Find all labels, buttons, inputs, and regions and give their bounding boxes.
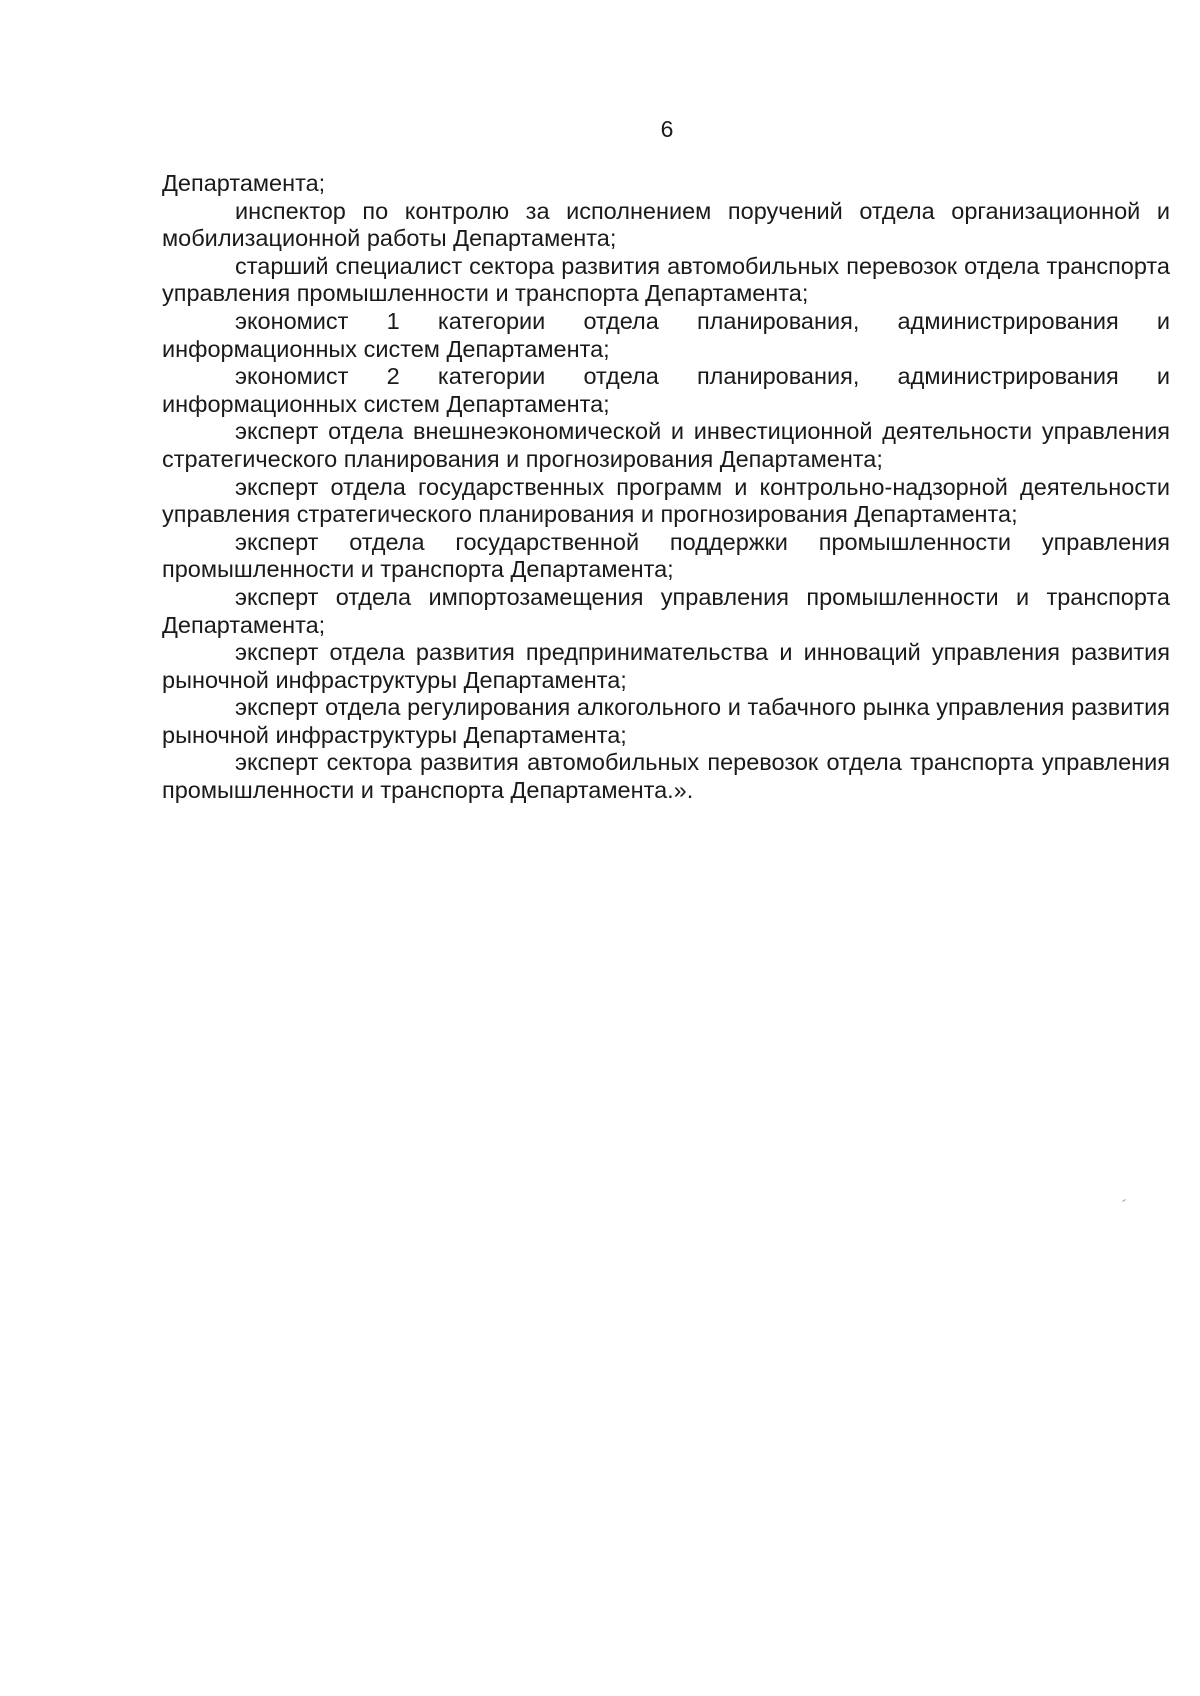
page-number: 6 — [660, 116, 674, 142]
paragraph-list-item: инспектор по контролю за исполнением поручений отдела организационной и мобилизационной работы Департамента; — [162, 197, 1170, 252]
paragraph-list-item: эксперт отдела развития предпринимательства и инноваций управления развития рыночной инфраструктуры Департамента; — [162, 639, 1170, 693]
paragraph-list-item: эксперт отдела внешнеэкономической и инвестиционной деятельности управления стратегического планирования и прогнозирования Департамента; — [162, 418, 1170, 472]
paragraph-list-item: старший специалист сектора развития автомобильных перевозок отдела транспорта управления промышленности и транспорта Департамента; — [162, 252, 1170, 307]
paragraph-list-item: экономист 1 категории отдела планирования, администрирования и информационных систем Департамента; — [162, 307, 1170, 362]
paragraph-list-item: эксперт отдела регулирования алкогольного и табачного рынка управления развития рыночной инфраструктуры Департамента; — [162, 694, 1170, 748]
document-body — [162, 170, 1170, 805]
paragraph-continuation: Департамента; — [162, 170, 326, 196]
paragraph-list-item: эксперт сектора развития автомобильных перевозок отдела транспорта управления промышленности и транспорта Департамента.». — [162, 749, 1170, 804]
paragraph-list-item: эксперт отдела импортозамещения управления промышленности и транспорта Департамента; — [162, 583, 1170, 638]
paragraph-list-item: эксперт отдела государственных программ и контрольно-надзорной деятельности управления стратегического планирования и прогнозирования Департамента; — [162, 473, 1170, 528]
paragraph-list-item: экономист 2 категории отдела планирования, администрирования и информационных систем Департамента; — [162, 363, 1170, 417]
paragraph-list-item: эксперт отдела государственной поддержки промышленности управления промышленности и транспорта Департамента; — [162, 528, 1170, 583]
scan-speck — [1122, 1199, 1126, 1202]
